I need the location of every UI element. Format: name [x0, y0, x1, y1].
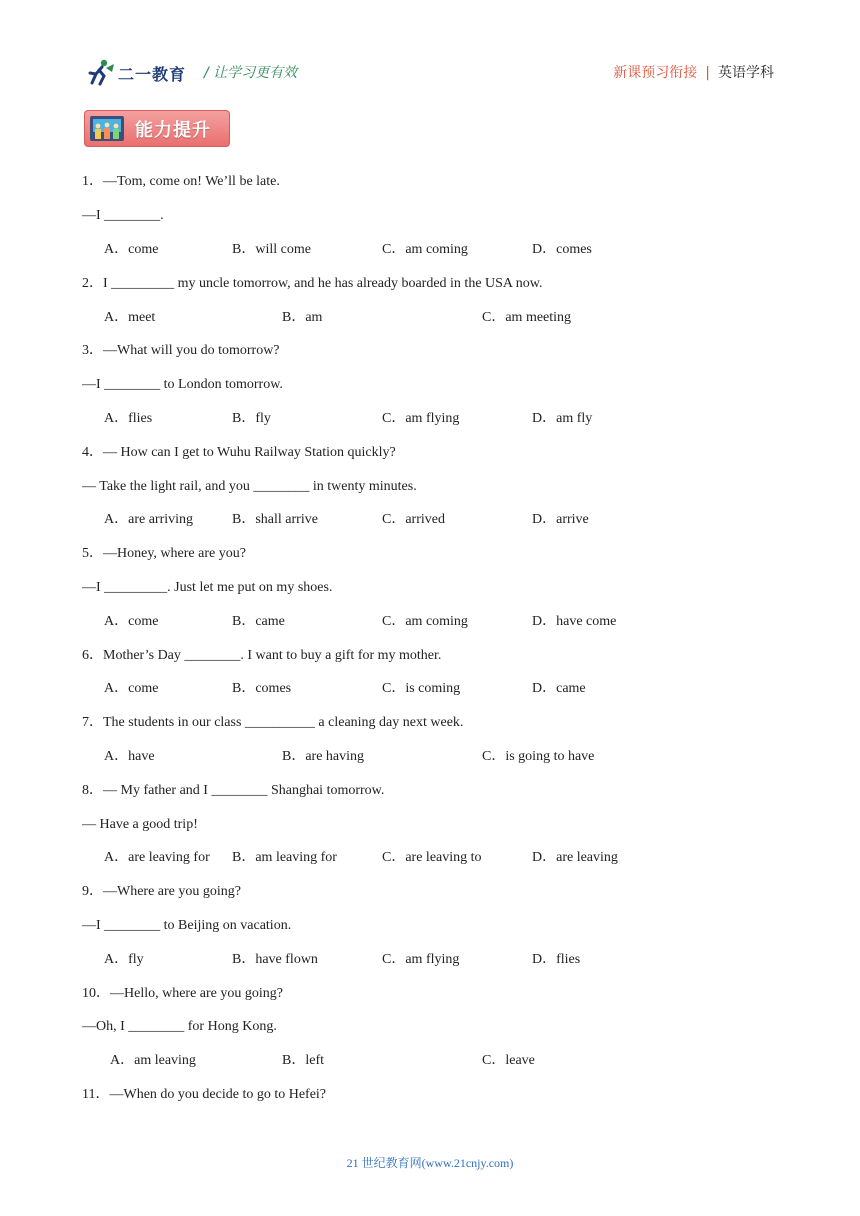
- question-1-reply: —I ________.: [82, 208, 164, 223]
- question-8-option-b: B．am leaving for: [232, 850, 337, 865]
- question-2-option-b: B．am: [282, 310, 323, 325]
- question-2-option-a: A．meet: [104, 310, 156, 325]
- classroom-icon: [89, 115, 125, 142]
- question-4-option-c: C．arrived: [382, 512, 445, 527]
- question-10-option-a: A．am leaving: [110, 1053, 196, 1068]
- question-3-option-a: A．flies: [104, 411, 153, 426]
- question-7-stem: 7．The students in our class __________ a cleaning day next week.: [82, 715, 464, 730]
- header-separator: |: [705, 65, 710, 81]
- question-10-stem: 10．—Hello, where are you going?: [82, 986, 283, 1001]
- question-8-option-c: C．are leaving to: [382, 850, 482, 865]
- question-11-stem: 11．—When do you decide to go to Hefei?: [82, 1087, 327, 1102]
- question-3-reply: —I ________ to London tomorrow.: [82, 377, 283, 392]
- question-1-option-b: B．will come: [232, 242, 311, 257]
- page-header: [82, 56, 774, 88]
- header-course-label: 新课预习衔接: [613, 65, 698, 81]
- question-4-reply: — Take the light rail, and you ________ in twenty minutes.: [82, 479, 417, 494]
- question-6-option-a: A．come: [104, 681, 159, 696]
- question-9-option-d: D．flies: [532, 952, 581, 967]
- question-5-option-a: A．come: [104, 614, 159, 629]
- question-8-reply: — Have a good trip!: [82, 817, 198, 832]
- question-6-option-c: C．is coming: [382, 681, 461, 696]
- question-8-option-d: D．are leaving: [532, 850, 618, 865]
- question-4-option-a: A．are arriving: [104, 512, 194, 527]
- header-right: [613, 62, 774, 82]
- question-2-stem: 2．I _________ my uncle tomorrow, and he has already boarded in the USA now.: [82, 276, 543, 291]
- question-1-option-c: C．am coming: [382, 242, 468, 257]
- question-3-option-b: B．fly: [232, 411, 271, 426]
- question-7-option-c: C．is going to have: [482, 749, 595, 764]
- question-7-option-b: B．are having: [282, 749, 365, 764]
- question-4-stem: 4．— How can I get to Wuhu Railway Station quickly?: [82, 445, 396, 460]
- question-3-option-c: C．am flying: [382, 411, 460, 426]
- question-5-option-d: D．have come: [532, 614, 617, 629]
- slogan: / 让学习更有效: [204, 65, 298, 81]
- logo-text: 二一教育: [118, 65, 187, 84]
- header-subject-label: 英语学科: [718, 65, 774, 81]
- question-9-stem: 9．—Where are you going?: [82, 884, 241, 899]
- question-9-reply: —I ________ to Beijing on vacation.: [82, 918, 292, 933]
- question-9-option-c: C．am flying: [382, 952, 460, 967]
- question-4-option-d: D．arrive: [532, 512, 589, 527]
- question-5-option-c: C．am coming: [382, 614, 468, 629]
- question-5-option-b: B．came: [232, 614, 285, 629]
- question-3-stem: 3．—What will you do tomorrow?: [82, 343, 280, 358]
- question-8-stem: 8．— My father and I ________ Shanghai tomorrow.: [82, 783, 385, 798]
- question-6-stem: 6．Mother’s Day ________. I want to buy a gift for my mother.: [82, 648, 442, 663]
- question-10-option-c: C．leave: [482, 1053, 535, 1068]
- question-1-option-d: D．comes: [532, 242, 592, 257]
- question-3-option-d: D．am fly: [532, 411, 593, 426]
- question-9-option-b: B．have flown: [232, 952, 318, 967]
- question-9-option-a: A．fly: [104, 952, 144, 967]
- question-5-reply: —I _________. Just let me put on my shoes.: [82, 580, 333, 595]
- question-1-stem: 1．—Tom, come on! We’ll be late.: [82, 174, 280, 189]
- question-4-option-b: B．shall arrive: [232, 512, 318, 527]
- question-10-reply: —Oh, I ________ for Hong Kong.: [82, 1019, 277, 1034]
- banner-label: 能力提升: [135, 120, 211, 141]
- section-banner: [84, 110, 230, 147]
- question-10-option-b: B．left: [282, 1053, 324, 1068]
- page-footer: 21 世纪教育网(www.21cnjy.com): [346, 1156, 514, 1170]
- question-6-option-b: B．comes: [232, 681, 292, 696]
- question-1-option-a: A．come: [104, 242, 159, 257]
- question-2-option-c: C．am meeting: [482, 310, 572, 325]
- question-8-option-a: A．are leaving for: [104, 850, 210, 865]
- question-5-stem: 5．—Honey, where are you?: [82, 546, 246, 561]
- question-6-option-d: D．came: [532, 681, 586, 696]
- question-7-option-a: A．have: [104, 749, 155, 764]
